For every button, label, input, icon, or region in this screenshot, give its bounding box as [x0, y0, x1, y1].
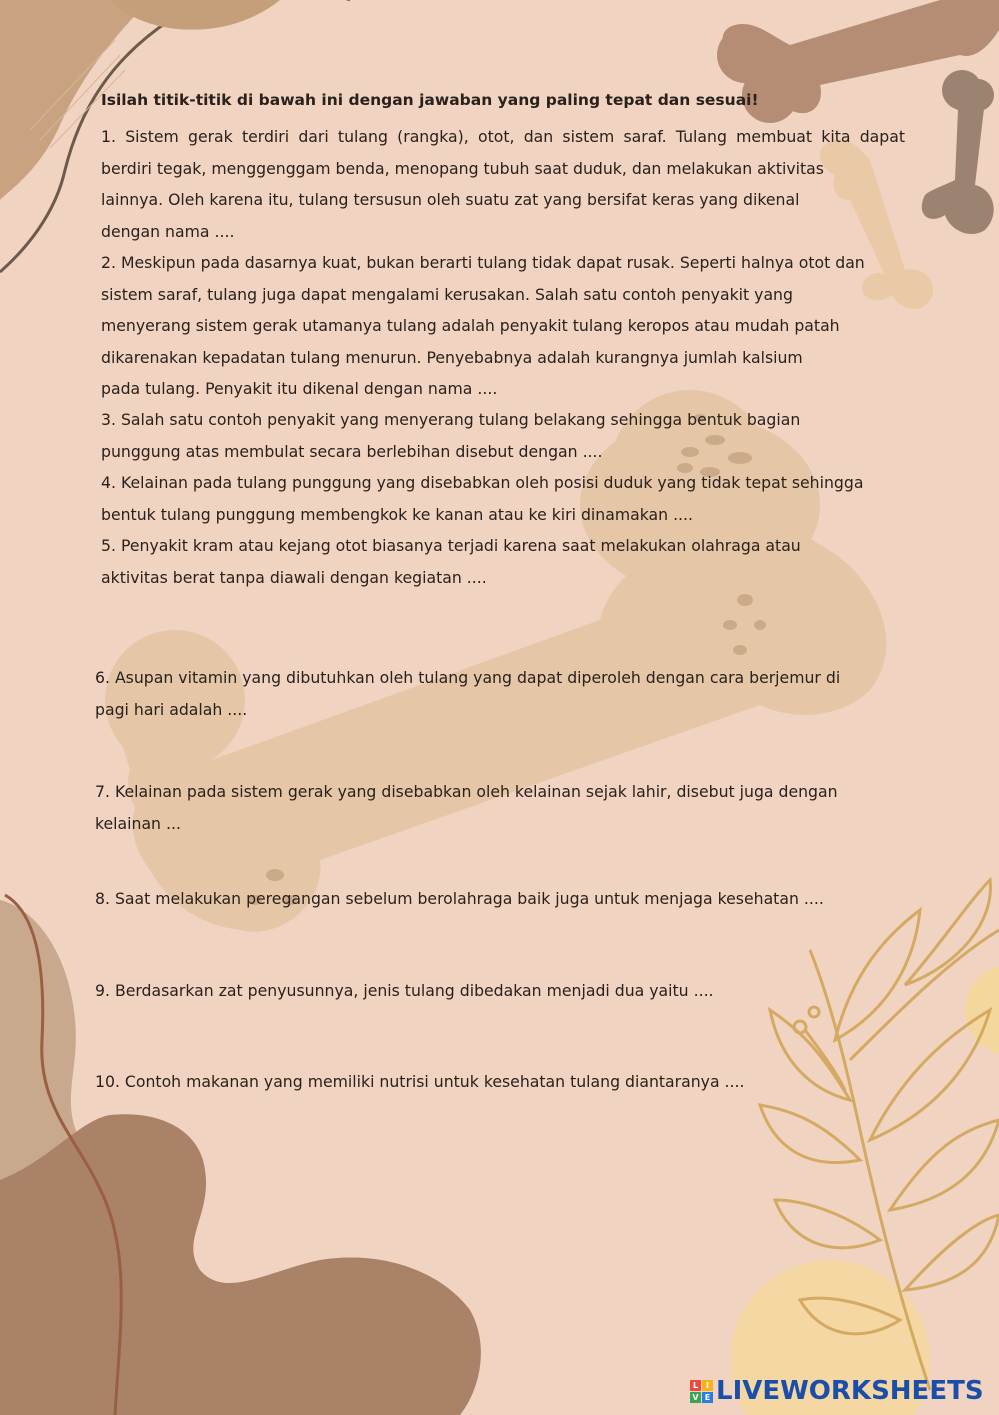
question-1-line-1: 1. Sistem gerak terdiri dari tulang (rangka), otot, dan sistem saraf. Tulang membuat kita dapat: [101, 127, 905, 146]
logo-mark-v: V: [690, 1392, 701, 1403]
logo-mark-l: L: [690, 1380, 701, 1391]
question-4-line-2: bentuk tulang punggung membengkok ke kanan atau ke kiri dinamakan ....: [101, 504, 694, 524]
question-8-line-1: 8. Saat melakukan peregangan sebelum berolahraga baik juga untuk menjaga kesehatan ....: [95, 889, 824, 908]
question-6-line-2: pagi hari adalah ....: [95, 699, 248, 719]
question-2-line-2: sistem saraf, tulang juga dapat mengalami kerusakan. Salah satu contoh penyakit yang: [101, 284, 793, 304]
question-1: [101, 121, 905, 247]
logo-mark-i: I: [702, 1380, 713, 1391]
question-2-line-3: menyerang sistem gerak utamanya tulang adalah penyakit tulang keropos atau mudah patah: [101, 316, 840, 335]
question-3-line-1: 3. Salah satu contoh penyakit yang menyerang tulang belakang sehingga bentuk bagian: [101, 410, 801, 429]
question-1-line-2: berdiri tegak, menggenggam benda, menopang tubuh saat duduk, dan melakukan aktivitas: [101, 158, 824, 178]
instruction-heading: Isilah titik-titik di bawah ini dengan jawaban yang paling tepat dan sesuai!: [101, 91, 759, 109]
question-10: [95, 1066, 745, 1098]
liveworksheets-logo[interactable]: [690, 1374, 990, 1408]
liveworksheets-logo-text: LIVEWORKSHEETS: [716, 1376, 984, 1406]
question-9-line-1: 9. Berdasarkan zat penyusunnya, jenis tulang dibedakan menjadi dua yaitu ....: [95, 981, 714, 1000]
question-2-line-4: dikarenakan kepadatan tulang menurun. Penyebabnya adalah kurangnya jumlah kalsium: [101, 347, 803, 367]
question-1-line-3: lainnya. Oleh karena itu, tulang tersusun oleh suatu zat yang bersifat keras yang dikenal: [101, 190, 800, 209]
question-5-line-1: 5. Penyakit kram atau kejang otot biasanya terjadi karena saat melakukan olahraga atau: [101, 536, 801, 555]
question-2-line-5: pada tulang. Penyakit itu dikenal dengan nama ....: [101, 379, 498, 398]
logo-mark-e: E: [702, 1392, 713, 1403]
question-7: [95, 776, 838, 839]
liveworksheets-logo-icon: [690, 1380, 713, 1403]
question-3-line-2: punggung atas membulat secara berlebihan disebut dengan ....: [101, 441, 603, 461]
question-1-line-4: dengan nama ....: [101, 221, 235, 241]
question-5: [101, 530, 801, 593]
question-5-line-2: aktivitas berat tanpa diawali dengan kegiatan ....: [101, 567, 487, 587]
question-2: [101, 247, 865, 405]
question-7-line-1: 7. Kelainan pada sistem gerak yang disebabkan oleh kelainan sejak lahir, disebut juga dengan: [95, 782, 838, 801]
question-10-line-1: 10. Contoh makanan yang memiliki nutrisi untuk kesehatan tulang diantaranya ....: [95, 1072, 745, 1091]
question-9: [95, 975, 714, 1007]
question-4-line-1: 4. Kelainan pada tulang punggung yang disebabkan oleh posisi duduk yang tidak tepat sehingga: [101, 473, 864, 492]
question-8: [95, 883, 824, 915]
question-2-line-1: 2. Meskipun pada dasarnya kuat, bukan berarti tulang tidak dapat rusak. Seperti halnya otot dan: [101, 253, 865, 272]
question-6: [95, 662, 840, 725]
question-3: [101, 404, 800, 467]
question-6-line-1: 6. Asupan vitamin yang dibutuhkan oleh tulang yang dapat diperoleh dengan cara berjemur di: [95, 668, 841, 687]
question-4: [101, 467, 863, 530]
question-7-line-2: kelainan ...: [95, 813, 181, 833]
